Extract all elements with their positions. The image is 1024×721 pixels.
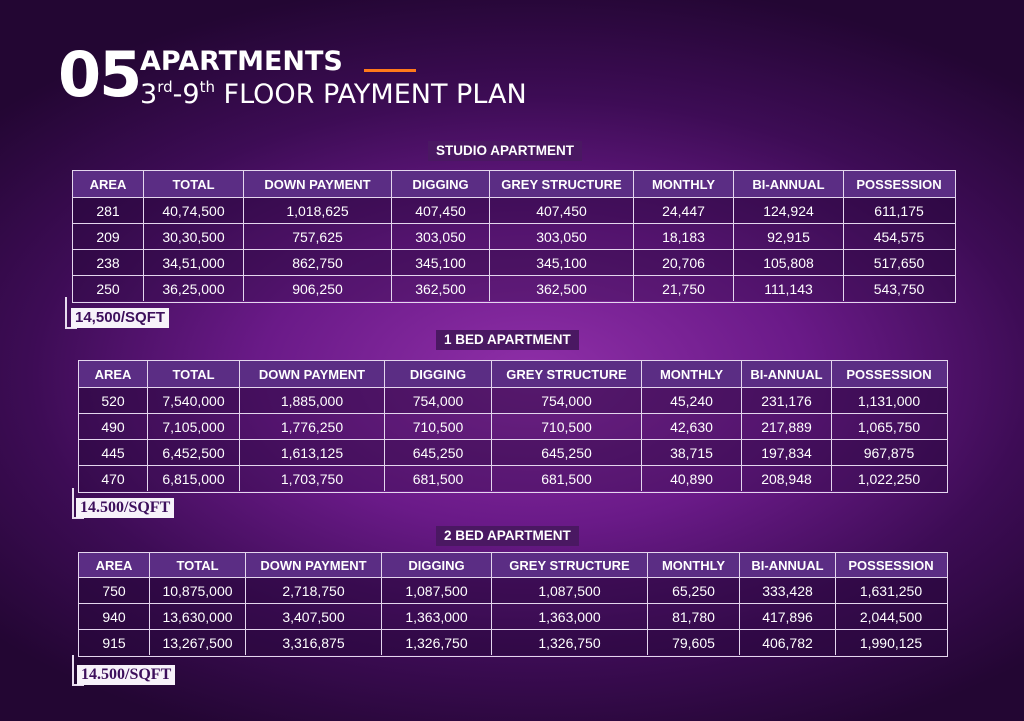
table-cell: 1,065,750: [831, 414, 946, 439]
section-title: 1 BED APARTMENT: [436, 330, 579, 350]
column-header: BI-ANNUAL: [733, 171, 843, 197]
table-cell: 303,050: [391, 224, 489, 249]
table-cell: 40,74,500: [143, 198, 243, 223]
payment-table: [78, 360, 948, 493]
table-cell: 754,000: [384, 388, 491, 413]
table-cell: 20,706: [633, 250, 733, 275]
title-accent-rule: [364, 69, 416, 72]
table-cell: 231,176: [741, 388, 831, 413]
table-cell: 38,715: [641, 440, 741, 465]
table-cell: 407,450: [489, 198, 633, 223]
table-cell: 65,250: [647, 578, 739, 603]
column-header: AREA: [95, 557, 133, 573]
table-cell: 40,890: [641, 466, 741, 491]
floor-end: 9: [182, 79, 200, 110]
table-cell: 490: [101, 418, 125, 435]
table-cell: 470: [101, 470, 125, 487]
table-cell: 111,143: [733, 276, 843, 301]
rate-connector-line: [65, 297, 67, 328]
table-row: [79, 387, 947, 413]
table-row: [73, 275, 955, 301]
column-header: DIGGING: [391, 171, 489, 197]
table-cell: 345,100: [489, 250, 633, 275]
table-row: [79, 577, 947, 603]
table-row: [79, 439, 947, 465]
table-cell: 1,776,250: [239, 414, 384, 439]
column-header: DOWN PAYMENT: [245, 553, 381, 577]
table-cell: 1,018,625: [243, 198, 391, 223]
table-header: [79, 361, 947, 387]
table-cell: 1,022,250: [831, 466, 946, 491]
table-cell: 1,613,125: [239, 440, 384, 465]
rate-connector-line: [72, 488, 74, 518]
table-header: [73, 171, 955, 197]
table-row: [73, 197, 955, 223]
table-row: [79, 603, 947, 629]
table-cell: 208,948: [741, 466, 831, 491]
table-cell: 417,896: [739, 604, 835, 629]
page-title: APARTMENTS: [140, 46, 343, 77]
section-number: 05: [58, 38, 141, 111]
table-cell: 21,750: [633, 276, 733, 301]
table-cell: 197,834: [741, 440, 831, 465]
table-cell: 303,050: [489, 224, 633, 249]
table-cell: 710,500: [491, 414, 641, 439]
table-cell: 710,500: [384, 414, 491, 439]
table-cell: 757,625: [243, 224, 391, 249]
column-header: MONTHLY: [647, 553, 739, 577]
column-header: DOWN PAYMENT: [243, 171, 391, 197]
section-title: STUDIO APARTMENT: [428, 141, 582, 161]
payment-table: [78, 552, 948, 657]
floor-start-suffix: rd: [157, 78, 173, 96]
section-title: 2 BED APARTMENT: [436, 526, 579, 546]
table-cell: 238: [96, 254, 120, 271]
table-cell: 6,815,000: [147, 466, 239, 491]
table-cell: 1,087,500: [381, 578, 491, 603]
table-cell: 105,808: [733, 250, 843, 275]
table-cell: 645,250: [491, 440, 641, 465]
table-cell: 445: [101, 444, 125, 461]
table-cell: 333,428: [739, 578, 835, 603]
table-cell: 10,875,000: [149, 578, 245, 603]
table-cell: 940: [102, 608, 126, 625]
table-cell: 345,100: [391, 250, 489, 275]
table-cell: 1,703,750: [239, 466, 384, 491]
table-row: [73, 223, 955, 249]
table-row: [79, 413, 947, 439]
table-header: [79, 553, 947, 577]
table-cell: 362,500: [489, 276, 633, 301]
table-cell: 2,044,500: [835, 604, 946, 629]
table-row: [73, 249, 955, 275]
column-header: DIGGING: [381, 553, 491, 577]
table-cell: 3,407,500: [245, 604, 381, 629]
table-cell: 520: [101, 392, 125, 409]
table-row: [79, 629, 947, 655]
table-cell: 362,500: [391, 276, 489, 301]
column-header: BI-ANNUAL: [739, 553, 835, 577]
price-per-sqft-badge: 14.500/SQFT: [76, 498, 174, 518]
table-cell: 1,885,000: [239, 388, 384, 413]
table-cell: 42,630: [641, 414, 741, 439]
table-cell: 13,630,000: [149, 604, 245, 629]
column-header: POSSESSION: [835, 553, 946, 577]
payment-table: [72, 170, 956, 303]
table-row: [79, 465, 947, 491]
table-cell: 7,105,000: [147, 414, 239, 439]
table-cell: 543,750: [843, 276, 954, 301]
column-header: MONTHLY: [641, 361, 741, 387]
table-cell: 1,131,000: [831, 388, 946, 413]
table-cell: 1,087,500: [491, 578, 647, 603]
price-per-sqft-badge: 14.500/SQFT: [77, 665, 175, 685]
table-cell: 406,782: [739, 630, 835, 655]
page-subtitle: 3rd-9th FLOOR PAYMENT PLAN: [140, 78, 527, 110]
floor-start: 3: [140, 79, 158, 110]
table-cell: 454,575: [843, 224, 954, 249]
subtitle-text: FLOOR PAYMENT PLAN: [223, 79, 527, 110]
column-header: TOTAL: [143, 171, 243, 197]
column-header: MONTHLY: [633, 171, 733, 197]
column-header: TOTAL: [149, 553, 245, 577]
column-header: AREA: [94, 366, 132, 382]
table-cell: 18,183: [633, 224, 733, 249]
floor-end-suffix: th: [199, 78, 215, 96]
column-header: AREA: [89, 176, 127, 192]
table-cell: 45,240: [641, 388, 741, 413]
table-cell: 1,990,125: [835, 630, 946, 655]
table-cell: 750: [102, 582, 126, 599]
table-cell: 1,326,750: [381, 630, 491, 655]
table-cell: 124,924: [733, 198, 843, 223]
column-header: GREY STRUCTURE: [491, 361, 641, 387]
table-cell: 967,875: [831, 440, 946, 465]
table-cell: 3,316,875: [245, 630, 381, 655]
column-header: GREY STRUCTURE: [489, 171, 633, 197]
table-cell: 681,500: [491, 466, 641, 491]
table-cell: 517,650: [843, 250, 954, 275]
column-header: DIGGING: [384, 361, 491, 387]
column-header: GREY STRUCTURE: [491, 553, 647, 577]
table-cell: 611,175: [843, 198, 954, 223]
table-cell: 281: [96, 202, 120, 219]
table-cell: 645,250: [384, 440, 491, 465]
table-cell: 13,267,500: [149, 630, 245, 655]
rate-connector-line: [72, 655, 74, 685]
column-header: TOTAL: [147, 361, 239, 387]
table-cell: 217,889: [741, 414, 831, 439]
table-cell: 1,363,000: [381, 604, 491, 629]
table-cell: 81,780: [647, 604, 739, 629]
table-cell: 681,500: [384, 466, 491, 491]
price-per-sqft-badge: 14,500/SQFT: [71, 308, 169, 328]
table-cell: 79,605: [647, 630, 739, 655]
table-cell: 1,363,000: [491, 604, 647, 629]
column-header: DOWN PAYMENT: [239, 361, 384, 387]
table-cell: 34,51,000: [143, 250, 243, 275]
table-cell: 906,250: [243, 276, 391, 301]
table-cell: 209: [96, 228, 120, 245]
table-cell: 7,540,000: [147, 388, 239, 413]
table-cell: 30,30,500: [143, 224, 243, 249]
table-cell: 36,25,000: [143, 276, 243, 301]
column-header: POSSESSION: [843, 171, 954, 197]
table-cell: 1,326,750: [491, 630, 647, 655]
column-header: BI-ANNUAL: [741, 361, 831, 387]
table-cell: 915: [102, 634, 126, 651]
table-cell: 1,631,250: [835, 578, 946, 603]
table-cell: 6,452,500: [147, 440, 239, 465]
table-cell: 754,000: [491, 388, 641, 413]
table-cell: 24,447: [633, 198, 733, 223]
table-cell: 407,450: [391, 198, 489, 223]
table-cell: 250: [96, 280, 120, 297]
table-cell: 2,718,750: [245, 578, 381, 603]
table-cell: 92,915: [733, 224, 843, 249]
table-cell: 862,750: [243, 250, 391, 275]
column-header: POSSESSION: [831, 361, 946, 387]
